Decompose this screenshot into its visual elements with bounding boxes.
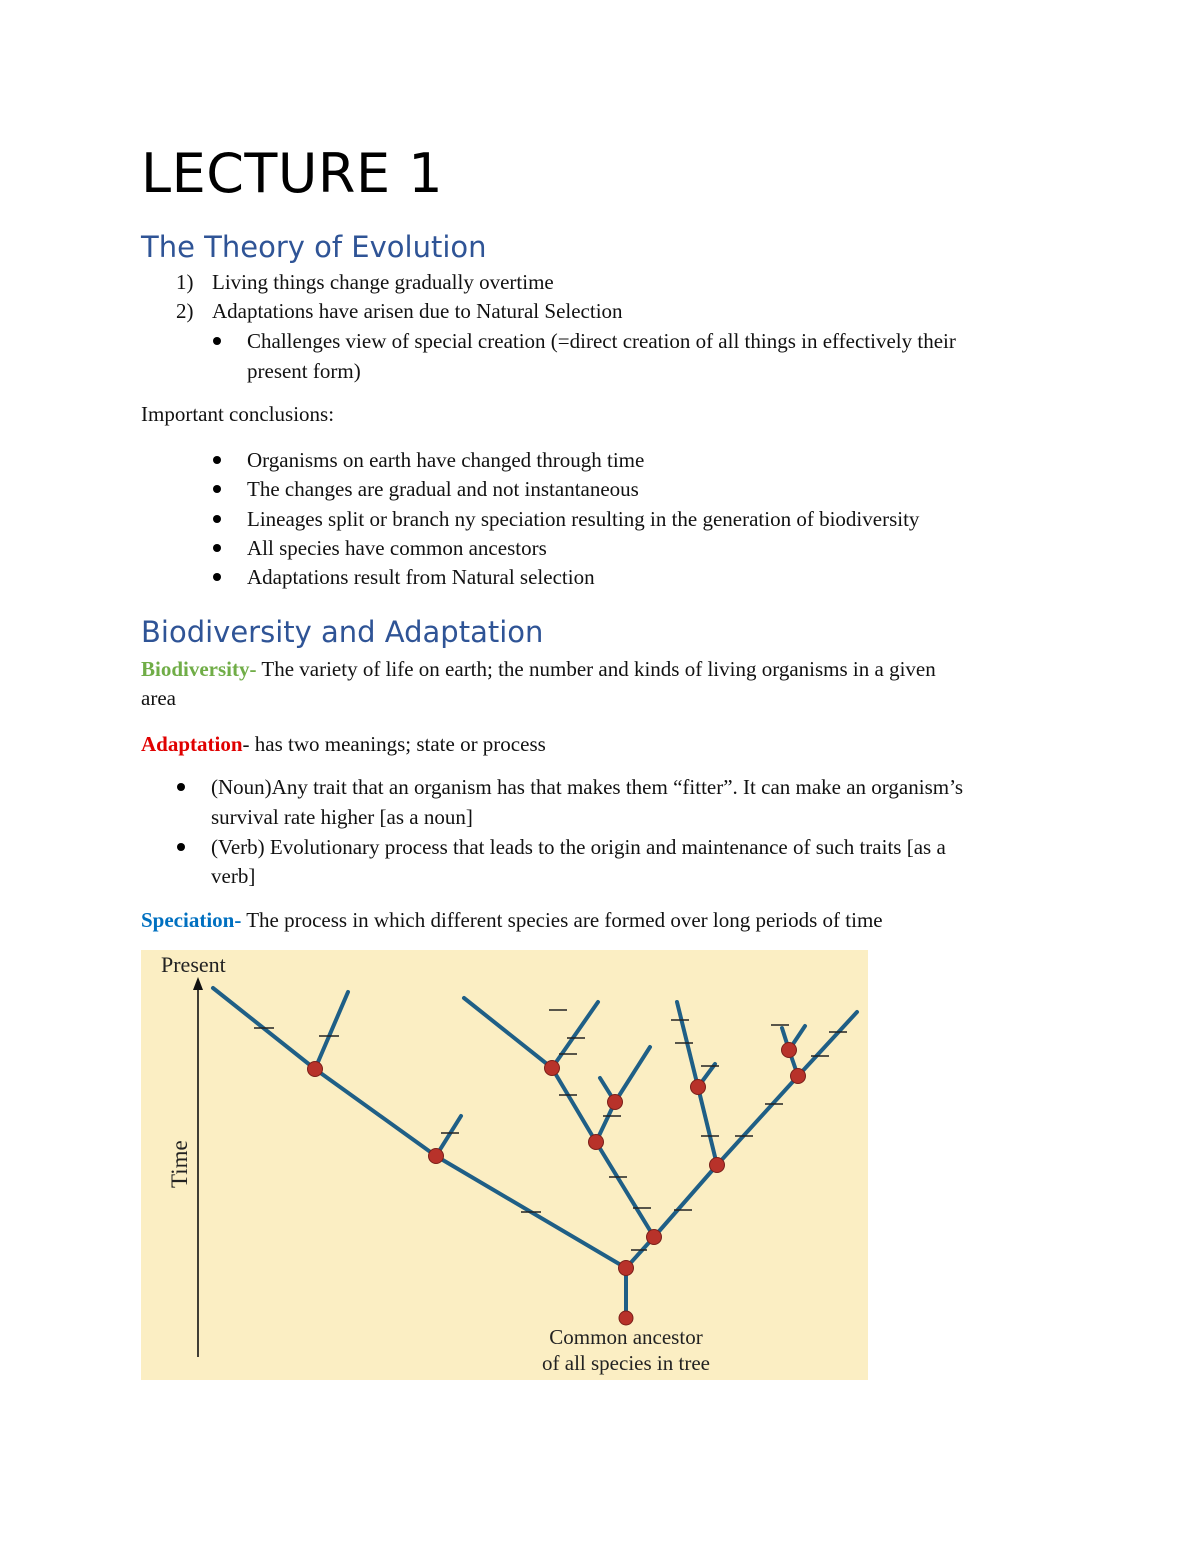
tree-node xyxy=(647,1230,662,1245)
bullet-icon xyxy=(213,515,221,523)
page-title: LECTURE 1 xyxy=(141,142,444,205)
tree-node xyxy=(791,1069,806,1084)
bullet-icon xyxy=(213,544,221,552)
bullet-icon xyxy=(177,783,185,791)
tree-branch xyxy=(698,1087,717,1165)
tree-branch xyxy=(615,1047,650,1102)
conclusion-item: All species have common ancestors xyxy=(247,536,547,560)
adaptation-def-text: - has two meanings; state or process xyxy=(242,732,546,756)
time-label: Time xyxy=(167,1140,192,1188)
numbered-item: Adaptations have arisen due to Natural Selection xyxy=(212,299,623,323)
tree-node xyxy=(545,1061,560,1076)
tree-node xyxy=(710,1158,725,1173)
tree-branch xyxy=(596,1142,654,1237)
list-number: 1) xyxy=(176,270,194,294)
term-biodiversity: Biodiversity- xyxy=(141,657,257,681)
conclusion-item: Adaptations result from Natural selection xyxy=(247,565,595,589)
biodiversity-def-cont: area xyxy=(141,686,176,710)
biodiversity-definition xyxy=(141,655,936,683)
tree-nodes xyxy=(308,1043,806,1326)
conclusions-label: Important conclusions: xyxy=(141,402,335,426)
bullet-icon xyxy=(213,456,221,464)
bullet-icon xyxy=(213,573,221,581)
speciation-def-text: The process in which different species are formed over long periods of time xyxy=(241,908,883,932)
tree-branches xyxy=(213,988,857,1318)
adaptation-bullet: (Noun)Any trait that an organism has that makes them “fitter”. It can make an organism’s xyxy=(211,775,964,799)
tree-node xyxy=(691,1080,706,1095)
tree-tick-marks xyxy=(254,1010,847,1250)
term-speciation: Speciation- xyxy=(141,908,242,932)
tree-branch xyxy=(717,1076,798,1165)
tree-node xyxy=(589,1135,604,1150)
section-heading-theory: The Theory of Evolution xyxy=(141,230,487,264)
bullet-icon xyxy=(213,337,221,345)
tree-node xyxy=(619,1261,634,1276)
present-label: Present xyxy=(161,952,226,977)
conclusion-item: Lineages split or branch ny speciation resulting in the generation of biodiversity xyxy=(247,507,920,531)
adaptation-definition xyxy=(141,730,546,758)
tree-branch xyxy=(315,1069,436,1156)
conclusion-item: Organisms on earth have changed through time xyxy=(247,448,645,472)
tree-node xyxy=(308,1062,323,1077)
sub-bullet-text: Challenges view of special creation (=direct creation of all things in effectively their xyxy=(247,329,956,353)
ancestor-label: Common ancestor xyxy=(549,1325,703,1349)
section-heading-biodiversity: Biodiversity and Adaptation xyxy=(141,615,544,649)
tree-branch xyxy=(552,1002,598,1068)
term-adaptation: Adaptation xyxy=(141,732,243,756)
tree-branch xyxy=(798,1012,857,1076)
tree-branch xyxy=(315,992,348,1069)
tree-diagram xyxy=(141,950,868,1380)
speciation-definition xyxy=(141,906,883,934)
bullet-icon xyxy=(213,485,221,493)
bullet-icon xyxy=(177,843,185,851)
adaptation-bullet: (Verb) Evolutionary process that leads to the origin and maintenance of such traits [as a xyxy=(211,835,946,859)
tree-branch xyxy=(464,998,552,1068)
adaptation-bullet-cont: survival rate higher [as a noun] xyxy=(211,805,473,829)
numbered-item: Living things change gradually overtime xyxy=(212,270,554,294)
tree-branch xyxy=(677,1002,698,1087)
tree-branch xyxy=(552,1068,596,1142)
sub-bullet-text-cont: present form) xyxy=(247,359,361,383)
tree-branch xyxy=(654,1165,717,1237)
tree-node xyxy=(782,1043,797,1058)
tree-node xyxy=(429,1149,444,1164)
tree-node xyxy=(608,1095,623,1110)
time-axis-arrow-icon xyxy=(193,977,203,990)
biodiversity-def-text: The variety of life on earth; the number and kinds of living organisms in a given xyxy=(256,657,936,681)
phylogenetic-tree-figure xyxy=(141,950,868,1380)
adaptation-bullet-cont: verb] xyxy=(211,864,256,888)
common-ancestor-node xyxy=(619,1311,633,1325)
conclusion-item: The changes are gradual and not instantaneous xyxy=(247,477,639,501)
ancestor-label-cont: of all species in tree xyxy=(542,1351,710,1375)
list-number: 2) xyxy=(176,299,194,323)
